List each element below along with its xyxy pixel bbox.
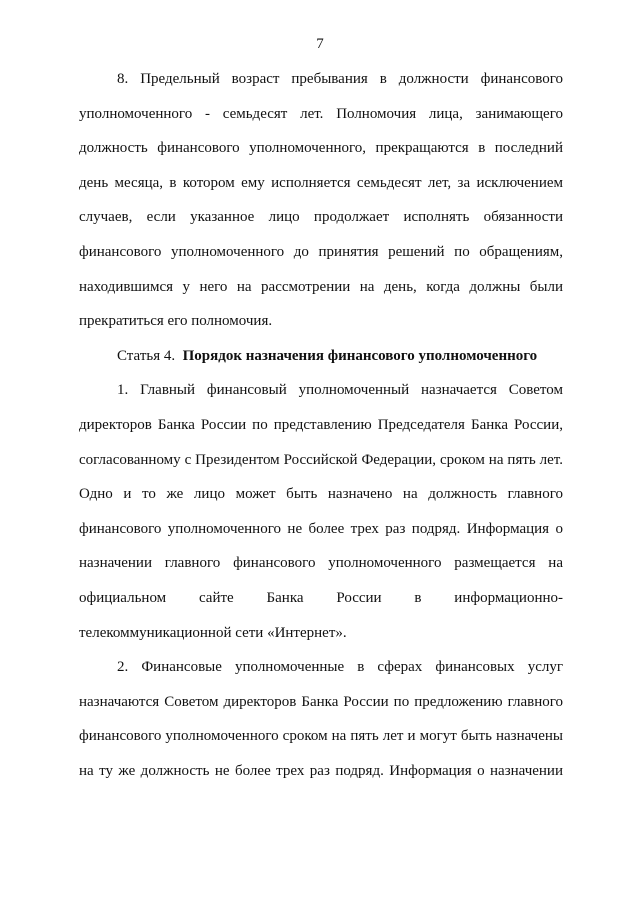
article-4-paragraph-2: 2. Финансовые уполномоченные в сферах финансовых услуг назначаются Советом директоров Банка России по предложению главного финансового уполномоченного сроком на пять лет и могут быть назначены на ту же должность не более трех раз подряд. Информация о назначении — [79, 659, 563, 779]
article-4-paragraph-1: 1. Главный финансовый уполномоченный назначается Советом директоров Банка России по представлению Председателя Банка России, согласованному с Президентом Российской Федерации, сроком на пять лет. Одно и то же лицо может быть назначено на должность главного финансового уполномоченного не более трех раз подряд. Информация о назначении главного финансового уполномоченного размещается на официальном сайте Банка России в информационно-телекоммуникационной сети «Интернет». — [79, 382, 563, 641]
article-label: Статья 4. — [117, 347, 176, 364]
article-heading — [79, 339, 563, 374]
article-title: Порядок назначения финансового уполномоченного — [182, 347, 538, 364]
document-body — [79, 62, 563, 788]
page-number: 7 — [316, 36, 324, 52]
paragraph-8: 8. Предельный возраст пребывания в должности финансового уполномоченного - семьдесят лет. Полномочия лица, занимающего должность финансового уполномоченного, прекращаются в последний день месяца, в котором ему исполняется семьдесят лет, за исключением случаев, если указанное лицо продолжает исполнять обязанности финансового уполномоченного до принятия решений по обращениям, находившимся у него на рассмотрении на день, когда должны были прекратиться его полномочия. — [79, 71, 563, 330]
